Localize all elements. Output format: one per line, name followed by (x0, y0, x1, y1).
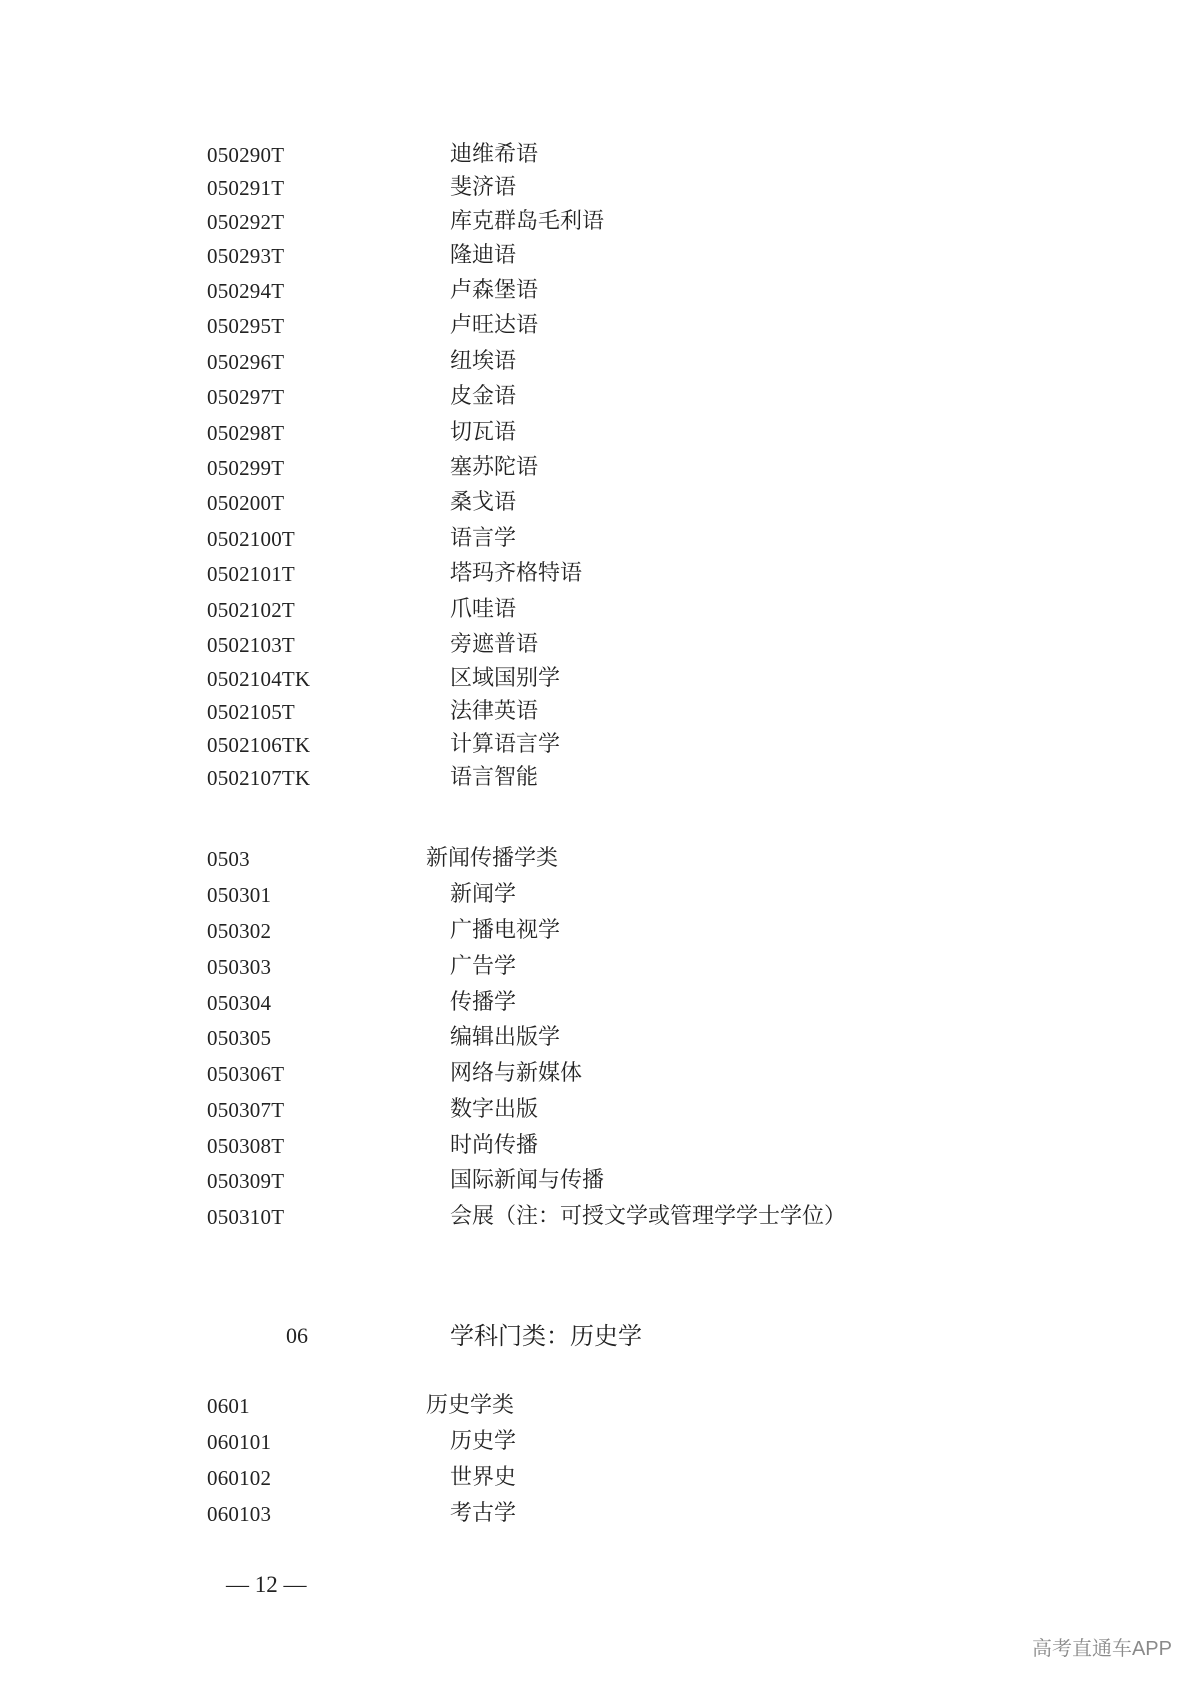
major-name: 时尚传播 (450, 1133, 539, 1158)
major-name: 卢森堡语 (450, 278, 539, 303)
list-item (0, 1200, 1190, 1234)
major-code: 050299T (207, 456, 285, 480)
major-name: 国际新闻与传播 (450, 1168, 605, 1193)
major-name: 旁遮普语 (450, 632, 539, 657)
list-item (0, 1057, 1190, 1091)
major-name: 斐济语 (450, 175, 517, 200)
major-code: 050294T (207, 279, 285, 303)
list-item (0, 1425, 1190, 1459)
major-code: 050298T (207, 421, 285, 445)
major-code: 0502100T (207, 527, 295, 551)
list-item (0, 380, 1190, 414)
major-name: 切瓦语 (450, 420, 517, 445)
category-name: 历史学类 (426, 1393, 515, 1418)
major-code: 060101 (207, 1430, 272, 1454)
list-item (0, 662, 1190, 696)
list-item (0, 416, 1190, 450)
major-code: 060102 (207, 1466, 272, 1490)
major-name: 皮金语 (450, 384, 517, 409)
major-name: 纽埃语 (450, 349, 517, 374)
page-number: — 12 — (226, 1572, 307, 1597)
discipline-heading (0, 1318, 1190, 1354)
list-item (0, 878, 1190, 912)
major-code: 060103 (207, 1502, 272, 1526)
major-code: 050305 (207, 1026, 272, 1050)
major-code: 050293T (207, 244, 285, 268)
major-code: 050291T (207, 176, 285, 200)
list-item (0, 451, 1190, 485)
list-item (0, 695, 1190, 729)
major-name: 会展（注：可授文学或管理学学士学位） (450, 1204, 847, 1229)
major-code: 050301 (207, 883, 272, 907)
list-item (0, 1164, 1190, 1198)
major-name: 法律英语 (450, 699, 539, 724)
major-code: 0502104TK (207, 667, 311, 691)
major-code: 0502107TK (207, 766, 311, 790)
list-item (0, 171, 1190, 205)
category-name: 新闻传播学类 (426, 846, 559, 871)
category-code: 0503 (207, 847, 250, 871)
major-name: 卢旺达语 (450, 313, 539, 338)
major-code: 0502102T (207, 598, 295, 622)
list-item (0, 557, 1190, 591)
major-code: 0502105T (207, 700, 295, 724)
major-name: 网络与新媒体 (450, 1061, 583, 1086)
major-name: 考古学 (450, 1501, 517, 1526)
list-item (0, 205, 1190, 239)
list-item (0, 1129, 1190, 1163)
major-name: 传播学 (450, 990, 517, 1015)
discipline-code: 06 (286, 1323, 308, 1348)
category-row (0, 1389, 1190, 1423)
major-name: 广告学 (450, 954, 517, 979)
list-item (0, 239, 1190, 273)
major-name: 塔玛齐格特语 (450, 561, 583, 586)
list-item (0, 1021, 1190, 1055)
list-item (0, 914, 1190, 948)
major-code: 0502103T (207, 633, 295, 657)
list-item (0, 522, 1190, 556)
list-item (0, 1461, 1190, 1495)
major-name: 历史学 (450, 1429, 517, 1454)
major-code: 050292T (207, 210, 285, 234)
major-name: 计算语言学 (450, 732, 561, 757)
major-code: 050308T (207, 1134, 285, 1158)
major-code: 050302 (207, 919, 272, 943)
major-name: 语言学 (450, 526, 517, 551)
list-item (0, 628, 1190, 662)
major-name: 桑戈语 (450, 490, 517, 515)
major-name: 迪维希语 (450, 142, 539, 167)
major-code: 050295T (207, 314, 285, 338)
watermark: 高考直通车APP (1031, 1638, 1172, 1660)
major-name: 塞苏陀语 (450, 455, 539, 480)
major-code: 050297T (207, 385, 285, 409)
major-code: 050310T (207, 1205, 285, 1229)
list-item (0, 486, 1190, 520)
category-row (0, 842, 1190, 876)
major-name: 数字出版 (450, 1097, 539, 1122)
list-item (0, 1093, 1190, 1127)
major-code: 050304 (207, 991, 272, 1015)
major-name: 区域国别学 (450, 666, 561, 691)
major-code: 050307T (207, 1098, 285, 1122)
list-item (0, 1497, 1190, 1531)
list-item (0, 309, 1190, 343)
major-code: 050200T (207, 491, 285, 515)
major-name: 编辑出版学 (450, 1025, 561, 1050)
list-item (0, 274, 1190, 308)
major-name: 隆迪语 (450, 243, 517, 268)
major-name: 广播电视学 (450, 918, 561, 943)
category-code: 0601 (207, 1394, 250, 1418)
list-item (0, 761, 1190, 795)
major-name: 库克群岛毛利语 (450, 209, 605, 234)
list-item (0, 138, 1190, 172)
major-code: 050306T (207, 1062, 285, 1086)
major-name: 语言智能 (450, 765, 539, 790)
major-name: 世界史 (450, 1465, 517, 1490)
major-code: 0502101T (207, 562, 295, 586)
list-item (0, 593, 1190, 627)
list-item (0, 986, 1190, 1020)
list-item (0, 728, 1190, 762)
major-code: 050309T (207, 1169, 285, 1193)
major-name: 爪哇语 (450, 597, 517, 622)
discipline-title: 学科门类：历史学 (450, 1322, 642, 1350)
major-name: 新闻学 (450, 882, 517, 907)
list-item (0, 345, 1190, 379)
major-code: 050303 (207, 955, 272, 979)
major-code: 050290T (207, 143, 285, 167)
major-code: 0502106TK (207, 733, 311, 757)
major-code: 050296T (207, 350, 285, 374)
list-item (0, 950, 1190, 984)
